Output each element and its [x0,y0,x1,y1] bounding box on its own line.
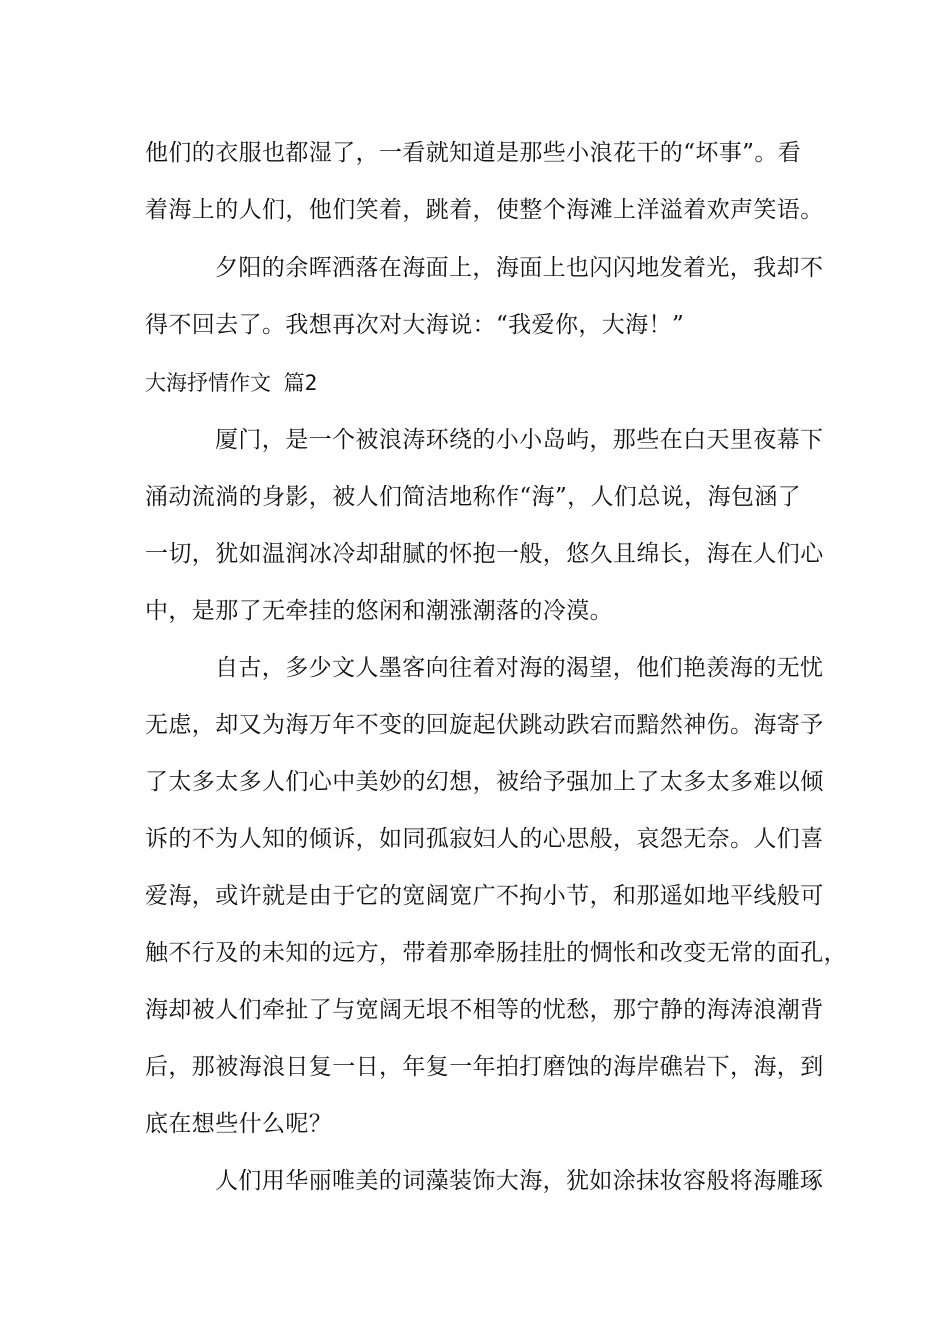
paragraph-line: 人们用华丽唯美的词藻装饰大海，犹如涂抹妆容般将海雕琢 [215,1168,824,1194]
paragraph-line: 爱海，或许就是由于它的宽阔宽广不拘小节，和那遥如地平线般可 [145,883,824,909]
section-heading: 大海抒情作文 篇2 [145,371,318,395]
paragraph-line: 无虑，却又为海万年不变的回旋起伏跳动跌宕而黯然神伤。海寄予 [145,712,824,738]
paragraph-line: 了太多太多人们心中美妙的幻想，被给予强加上了太多太多难以倾 [145,769,824,795]
paragraph-line: 后，那被海浪日复一日，年复一年拍打磨蚀的海岸礁岩下，海，到 [145,1054,824,1080]
paragraph-line: 底在想些什么呢？ [145,1111,333,1137]
paragraph-line: 他们的衣服也都湿了，一看就知道是那些小浪花干的“坏事”。看 [145,140,802,166]
paragraph-line: 海却被人们牵扯了与宽阔无垠不相等的忧愁，那宁静的海涛浪潮背 [145,997,824,1023]
paragraph-line: 触不行及的未知的远方，带着那牵肠挂肚的惆怅和改变无常的面孔， [145,940,847,966]
paragraph-line: 自古，多少文人墨客向往着对海的渴望，他们艳羡海的无忧 [215,655,824,681]
paragraph-line: 着海上的人们，他们笑着，跳着，使整个海滩上洋溢着欢声笑语。 [145,197,824,223]
paragraph-line: 厦门，是一个被浪涛环绕的小小岛屿，那些在白天里夜幕下 [215,427,824,453]
paragraph-line: 一切，犹如温润冰冷却甜腻的怀抱一般，悠久且绵长，海在人们心 [145,541,824,567]
paragraph-line: 得不回去了。我想再次对大海说：“我爱你，大海！” [145,312,685,338]
paragraph-line: 夕阳的余晖洒落在海面上，海面上也闪闪地发着光，我却不 [215,255,824,281]
paragraph-line: 中，是那了无牵挂的悠闲和潮涨潮落的冷漠。 [145,598,613,624]
paragraph-line: 涌动流淌的身影，被人们简洁地称作“海”，人们总说，海包涵了 [145,484,802,510]
paragraph-line: 诉的不为人知的倾诉，如同孤寂妇人的心思般，哀怨无奈。人们喜 [145,826,824,852]
